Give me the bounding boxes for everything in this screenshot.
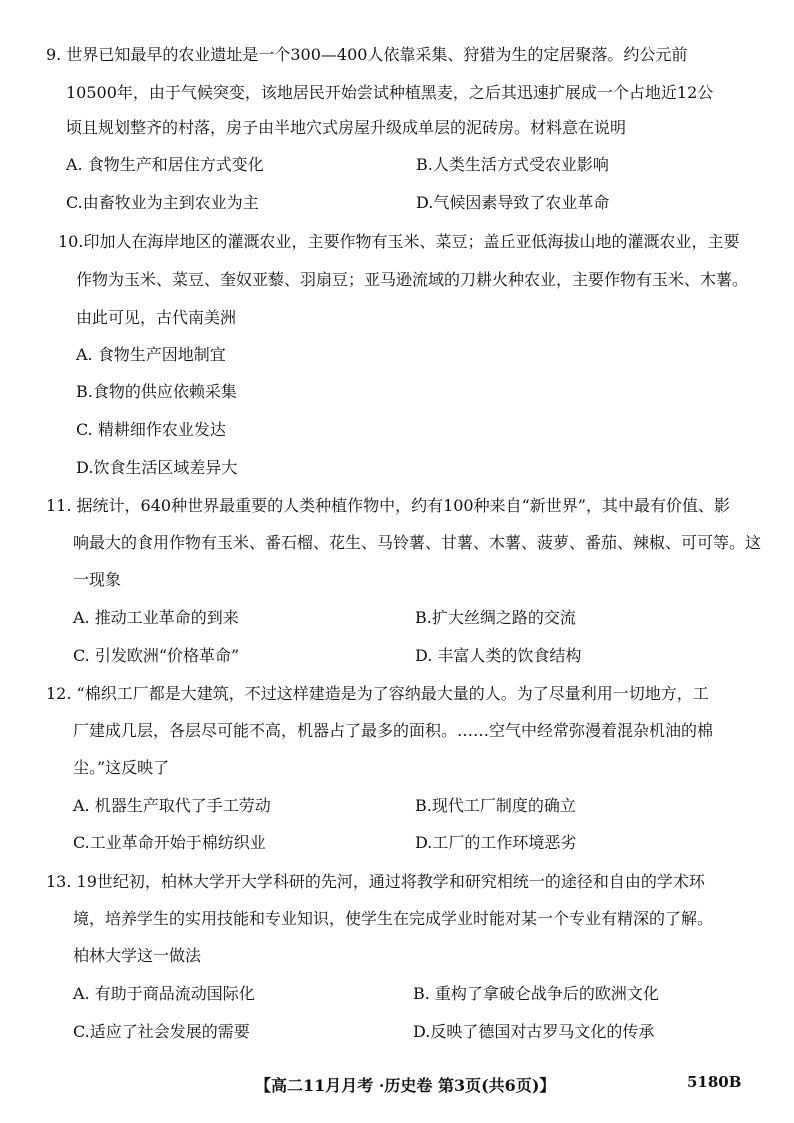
q10-line-3: 由此可见，古代南美洲: [76, 308, 237, 327]
q11-line-1: 11. 据统计，640种世界最重要的人类种植作物中，约有100种来自“新世界”，其中最有价值、影: [46, 496, 730, 515]
q13-line-3: 柏林大学这一做法: [73, 946, 202, 965]
q10-option-c: C. 精耕细作农业发达: [76, 420, 226, 439]
q11-option-a: A. 推动工业革命的到来: [73, 608, 239, 627]
q10-line-2: 作物为玉米、菜豆、奎奴亚藜、羽扇豆；亚马逊流域的刀耕火种农业，主要作物有玉米、木薯。: [76, 270, 749, 289]
q9-line-2: 10500年，由于气候突变，该地居民开始尝试种植黑麦，之后其迅速扩展成一个占地近12公: [66, 83, 714, 102]
q13-option-c: C.适应了社会发展的需要: [73, 1022, 250, 1041]
q13-line-2: 境，培养学生的实用技能和专业知识，使学生在完成学业时能对某一个专业有精深的了解。: [73, 909, 714, 928]
page-footer-title: 【高二11月月考 ·历史卷 第3页(共6页)】: [255, 1076, 556, 1095]
q12-option-c: C.工业革命开始于棉纺织业: [73, 833, 266, 852]
q9-line-1: 9. 世界已知最早的农业遗址是一个300—400人依靠采集、狩猎为生的定居聚落。约公元前: [46, 45, 688, 64]
q12-line-1: 12. “棉织工厂都是大建筑，不过这样建造是为了容纳最大量的人。为了尽量利用一切地方，工: [46, 684, 709, 703]
q9-option-b: B.人类生活方式受农业影响: [416, 155, 609, 174]
q11-line-2: 响最大的食用作物有玉米、番石榴、花生、马铃薯、甘薯、木薯、菠萝、番茄、辣椒、可可等。这: [73, 533, 762, 552]
q10-option-b: B.食物的供应依赖采集: [76, 382, 237, 401]
paper-code: 5180B: [687, 1073, 742, 1091]
q12-option-a: A. 机器生产取代了手工劳动: [73, 796, 271, 815]
q11-line-3: 一现象: [73, 570, 122, 589]
q10-option-d: D.饮食生活区域差异大: [76, 458, 238, 477]
q10-option-a: A. 食物生产因地制宜: [76, 345, 226, 364]
q9-option-c: C.由畜牧业为主到农业为主: [66, 193, 259, 212]
q13-option-d: D.反映了德国对古罗马文化的传承: [413, 1022, 655, 1041]
q9-option-d: D.气候因素导致了农业革命: [416, 193, 610, 212]
q12-line-2: 厂建成几层，各层尽可能不高，机器占了最多的面积。……空气中经常弥漫着混杂机油的棉: [73, 721, 714, 740]
q9-option-a: A. 食物生产和居住方式变化: [66, 155, 264, 174]
q11-option-b: B.扩大丝绸之路的交流: [415, 608, 576, 627]
q13-line-1: 13. 19世纪初，柏林大学开大学科研的先河，通过将教学和研究相统一的途径和自由的学术环: [46, 872, 705, 891]
q12-line-3: 尘。”这反映了: [73, 758, 170, 777]
q12-option-b: B.现代工厂制度的确立: [415, 796, 576, 815]
q10-line-1: 10.印加人在海岸地区的灌溉农业，主要作物有玉米、菜豆；盖丘亚低海拔山地的灌溉农业，主要: [58, 232, 740, 251]
q12-option-d: D.工厂的工作环境恶劣: [415, 833, 577, 852]
q11-option-c: C. 引发欧洲“价格革命”: [73, 646, 240, 665]
q13-option-b: B. 重构了拿破仑战争后的欧洲文化: [413, 984, 659, 1003]
q9-line-3: 顷且规划整齐的村落，房子由半地穴式房屋升级成单层的泥砖房。材料意在说明: [66, 118, 627, 137]
q11-option-d: D. 丰富人类的饮食结构: [415, 646, 582, 665]
q13-option-a: A. 有助于商品流动国际化: [73, 984, 255, 1003]
